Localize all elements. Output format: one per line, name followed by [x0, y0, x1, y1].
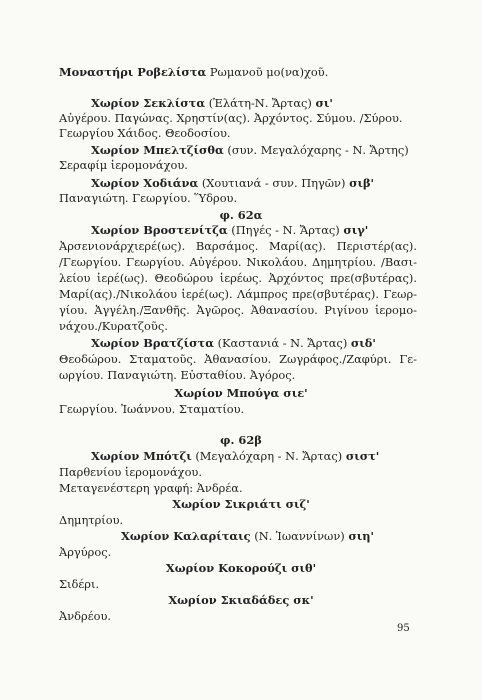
entry-vrostenitza-heading [91, 222, 368, 238]
entry-mpeltzistha-heading [91, 142, 409, 158]
entry-heading: Χωρίον Σεκλίστα [91, 96, 206, 110]
entry-number: σιβ' [349, 176, 375, 190]
entry-location: (Χουτιανά - συν. Πηγῶν) [198, 176, 350, 190]
entry-number: σι' [315, 96, 333, 110]
entry-chodiana-line: Παναγιώτη. Γεωργίου. Ὕδρου. [59, 191, 238, 205]
entry-vratzista-line: Θεοδώρου. Σταματοῦς. Ἀθανασίου. Ζωγράφος./Ζαφύρι. Γε- [59, 352, 417, 366]
entry-kokorouzi-heading [0, 560, 482, 576]
entry-location: (Πηγές - Ν. Ἄρτας) [227, 223, 344, 237]
entry-vrostenitza-line: γίου. Ἀγγέλη./Ξανθῆς. Ἀγῶρος. Ἀθανασίου. Ριγίνου ἱερομο- [59, 303, 417, 317]
entry-vrostenitza-line: Ἀρσενιονάρχιερέ(ως). Βαρσάμος. Μαρί(ας). Περιστέρ(ας). [59, 239, 417, 253]
entry-number: σκ' [289, 593, 314, 607]
entry-number: σιε' [279, 386, 308, 400]
entry-vrostenitza-line: νάχου./Κυρατζοῦς. [59, 319, 168, 333]
entry-mpouga-line: Γεωργίου. Ἰωάννου. Σταματίου. [59, 402, 245, 416]
entry-number: σιδ' [350, 336, 376, 350]
entry-number: σιστ' [345, 449, 380, 463]
entry-seklista-heading [91, 95, 333, 111]
entry-heading: Χωρίον Μπότζι [91, 449, 192, 463]
entry-mpotzi-heading [91, 448, 379, 464]
folio-marker: φ. 62α [219, 208, 263, 222]
entry-heading: Χωρίον Μπελτζίσθα [91, 143, 224, 157]
entry-heading: Χωρίον Κοκορούζι [165, 561, 288, 575]
entry-number: σιγ' [343, 223, 369, 237]
entry-sikriati-line: Δημητρίου. [59, 513, 124, 527]
entry-skiadades-heading [0, 592, 482, 608]
entry-heading: Χωρίον Βρατζίστα [91, 336, 214, 350]
entry-vrostenitza-line: Μαρί(ας)./Νικολάου ἱερέ(ως). Λάμπρος πρε(σβυτέρας). Γεωρ- [59, 287, 417, 301]
entry-number: σιζ' [281, 497, 310, 511]
entry-number: σιθ' [287, 561, 317, 575]
folio-marker: φ. 62β [220, 433, 262, 447]
entry-heading: Χωρίον Βροστενίτζα [91, 223, 228, 237]
entry-vrostenitza-line: λείου ἱερέ(ως). Θεοδώρου ἱερέως. Ἀρχόντος πρε(σβυτέρας). [59, 271, 417, 285]
entry-location: (Ἐλάτη-Ν. Ἄρτας) [205, 96, 316, 110]
entry-skiadades-line: Ἀνδρέου. [59, 609, 112, 623]
entry-vrostenitza-line: /Γεωργίου. Γεωργίου. Αὐγέρου. Νικολάου. Δημητρίου. /Βασι- [59, 255, 417, 269]
entry-mpotzi-line: Μεταγενέστερη γραφή: Ἀνδρέα. [59, 481, 243, 495]
entry-heading: Χωρίον Καλαρίταις [121, 529, 251, 543]
entry-number: σιη' [348, 529, 375, 543]
entry-heading: Χωρίον Χοδιάνα [91, 176, 199, 190]
entry-seklista-line: Γεωργίου Χάιδος. Θεοδοσίου. [59, 126, 231, 140]
entry-chodiana-heading [91, 175, 374, 191]
entry-location: (Ν. Ἰωαννίνων) [250, 529, 349, 543]
entry-kalaritais-line: Ἀργύρος. [59, 545, 112, 559]
entry-mpouga-heading [0, 385, 482, 401]
entry-heading: Μοναστήρι Ροβελίστα [59, 65, 207, 79]
entry-location: (Μεγαλόχαρη - Ν. Ἄρτας) [191, 449, 346, 463]
entry-mpotzi-line: Παρθενίου ἱερομονάχου. [59, 465, 202, 479]
entry-vratzista-line: ωργίου. Παναγιώτη. Εὐσταθίου. Ἀγόρος. [59, 368, 296, 382]
entry-seklista-line: Αὐγέρου. Παγώνας. Χρηστίν(ας). Ἀρχόντος. Σύμου. /Σύρου. [59, 111, 403, 125]
page-number: 95 [397, 623, 410, 634]
entry-heading: Χωρίον Σκιαδάδες [168, 593, 290, 607]
entry-heading: Χωρίον Μπούγα [174, 386, 280, 400]
entry-kalaritais-heading [121, 528, 374, 544]
entry-location: (Καστανιά - Ν. Ἄρτας) [213, 336, 351, 350]
entry-kokorouzi-line: Σιδέρι. [59, 577, 100, 591]
entry-heading: Χωρίον Σικριάτι [172, 497, 282, 511]
entry-text: Ρωμανοῦ μο(να)χοῦ. [206, 65, 329, 79]
entry-vratzista-heading [91, 335, 376, 351]
entry-mpeltzistha-line: Σεραφίμ ἱερομονάχου. [59, 158, 188, 172]
entry-sikriati-heading [0, 496, 482, 512]
entry-location: (συν. Μεγαλόχαρης - Ν. Ἄρτης) [223, 143, 409, 157]
entry-rovelista [59, 64, 328, 80]
